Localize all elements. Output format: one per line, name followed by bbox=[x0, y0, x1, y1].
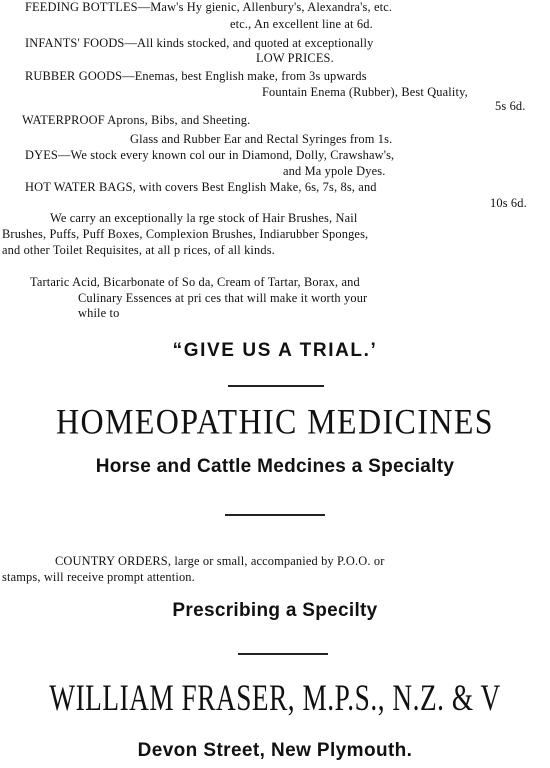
rubber-goods-price: 5s 6d. bbox=[495, 99, 526, 113]
homeopathic-medicines-heading: HOMEOPATHIC MEDICINES bbox=[55, 400, 495, 442]
toilet-requisites-line-2: Brushes, Puffs, Puff Boxes, Complexion Brushes, Indiarubber Sponges, bbox=[2, 227, 369, 241]
dyes-line-2: and Ma ypole Dyes. bbox=[283, 164, 386, 178]
proprietor-name: WILLIAM FRASER, M.P.S., N.Z. & V bbox=[49, 676, 501, 719]
tartaric-acid-line-3: while to bbox=[78, 306, 120, 320]
country-orders-line-2: stamps, will receive prompt attention. bbox=[2, 570, 195, 584]
feeding-bottles-line: FEEDING BOTTLES—Maw's Hy gienic, Allenbury's, Alexandra's, etc. bbox=[25, 0, 393, 14]
rubber-goods-line-2: Fountain Enema (Rubber), Best Quality, bbox=[262, 85, 468, 99]
divider-rule-2 bbox=[225, 514, 325, 516]
prescribing-specialty: Prescribing a Specilty bbox=[172, 600, 378, 621]
divider-rule-3 bbox=[238, 653, 328, 655]
syringes-line: Glass and Rubber Ear and Rectal Syringes from 1s. bbox=[130, 132, 393, 146]
tartaric-acid-line: Tartaric Acid, Bicarbonate of So da, Cream of Tartar, Borax, and bbox=[30, 275, 360, 289]
horse-cattle-specialty: Horse and Cattle Medcines a Specialty bbox=[95, 456, 455, 477]
dyes-line: DYES—We stock every known col our in Diamond, Dolly, Crawshaw's, bbox=[25, 148, 395, 162]
rubber-goods-line: RUBBER GOODS—Enemas, best English make, from 3s upwards bbox=[25, 69, 367, 83]
hot-water-bags-line: HOT WATER BAGS, with covers Best English Make, 6s, 7s, 8s, and bbox=[25, 180, 377, 194]
toilet-requisites-line-3: and other Toilet Requisites, at all p rices, of all kinds. bbox=[2, 243, 275, 257]
infants-foods-line-2: LOW PRICES. bbox=[256, 51, 334, 65]
infants-foods-line: INFANTS' FOODS—All kinds stocked, and quoted at exceptionally bbox=[25, 36, 374, 50]
divider-rule-1 bbox=[228, 385, 324, 387]
tartaric-acid-line-2: Culinary Essences at pri ces that will make it worth your bbox=[78, 291, 368, 305]
give-us-a-trial-slogan: “GIVE US A TRIAL.’ bbox=[172, 340, 378, 361]
toilet-requisites-line: We carry an exceptionally la rge stock of Hair Brushes, Nail bbox=[50, 211, 358, 225]
feeding-bottles-line-2: etc., An excellent line at 6d. bbox=[230, 17, 373, 31]
waterproof-line: WATERPROOF Aprons, Bibs, and Sheeting. bbox=[22, 113, 251, 127]
country-orders-line: COUNTRY ORDERS, large or small, accompanied by P.O.O. or bbox=[55, 554, 385, 568]
shop-address: Devon Street, New Plymouth. bbox=[137, 740, 413, 761]
hot-water-bags-price: 10s 6d. bbox=[490, 196, 527, 210]
